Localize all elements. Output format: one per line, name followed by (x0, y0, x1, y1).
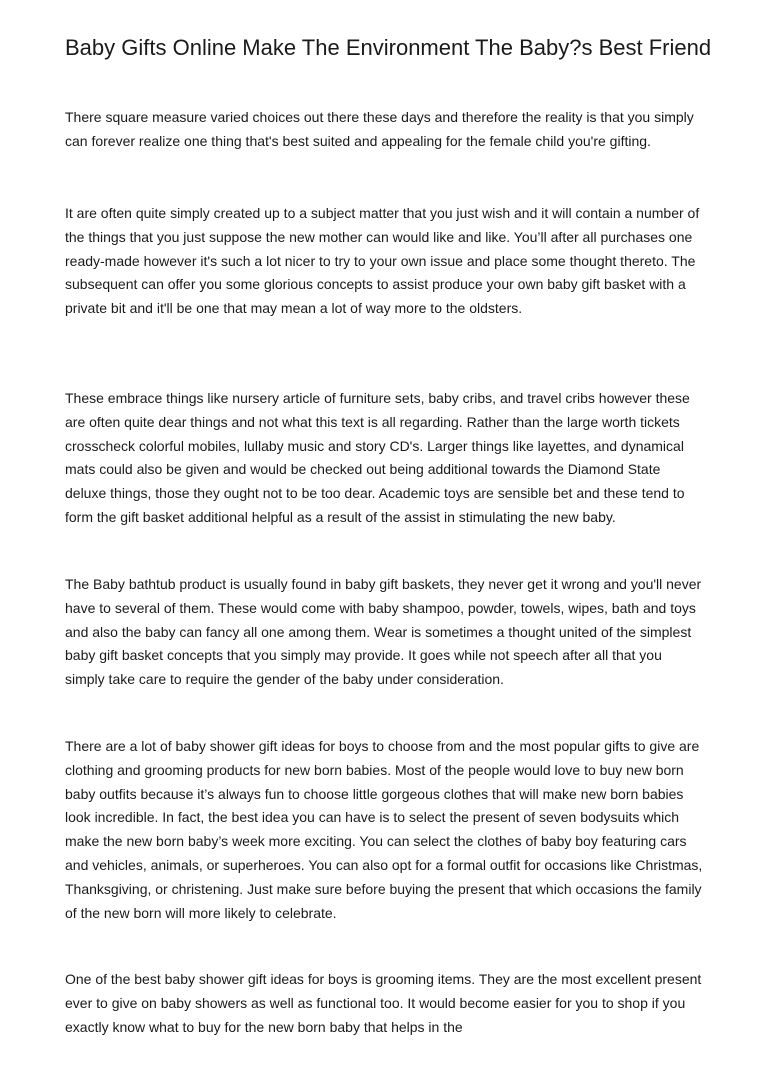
paragraph-4: The Baby bathtub product is usually found in baby gift baskets, they never get it wrong and you'll never have to several of them. These would come with baby shampoo, powder, towels, wipes, bath and toys and also the baby can fancy all one among them. Wear is sometimes a thought united of the simplest baby gift basket concepts that you simply may provide. It goes while not speech after all that you simply take care to require the gender of the baby under consideration. (65, 576, 702, 688)
paragraph-3: These embrace things like nursery article of furniture sets, baby cribs, and travel cribs however these are often quite dear things and not what this text is all regarding. Rather than the large worth tickets crosscheck colorful mobiles, lullaby music and story CD's. Larger things like layettes, and dynamical mats could also be given and would be checked out being additional towards the Diamond State deluxe things, those they ought not to be too dear. Academic toys are sensible bet and these tend to form the gift basket additional helpful as a result of the assist in stimulating the new baby. (65, 390, 690, 525)
paragraph-2: It are often quite simply created up to a subject matter that you just wish and it will contain a number of the things that you just suppose the new mother can would like and like. You’ll after all purchases one ready-made however it's such a lot nicer to try to your own issue and place some thought thereto. The subsequent can offer you some glorious concepts to assist produce your own baby gift basket with a private bit and it'll be one that may mean a lot of way more to the oldsters. (65, 205, 700, 317)
document-title: Baby Gifts Online Make The Environment The Baby?s Best Friend (65, 35, 712, 60)
paragraph-5: There are a lot of baby shower gift ideas for boys to choose from and the most popular gifts to give are clothing and grooming products for new born babies. Most of the people would love to buy new born baby outfits because it’s always fun to choose little gorgeous clothes that will make new born babies look incredible. In fact, the best idea you can have is to select the present of seven bodysuits which make the new born baby’s week more exciting. You can select the clothes of baby boy featuring cars and vehicles, animals, or superheroes. You can also opt for a formal outfit for occasions like Christmas, Thanksgiving, or christening. Just make sure before buying the present that which occasions the family of the new born will more likely to celebrate. (65, 738, 703, 921)
paragraph-1: There square measure varied choices out there these days and therefore the reality is that you simply can forever realize one thing that's best suited and appealing for the female child you're gifting. (65, 109, 694, 149)
paragraph-6: One of the best baby shower gift ideas for boys is grooming items. They are the most excellent present ever to give on baby showers as well as functional too. It would become easier for you to shop if you exactly know what to buy for the new born baby that helps in the (65, 971, 702, 1035)
